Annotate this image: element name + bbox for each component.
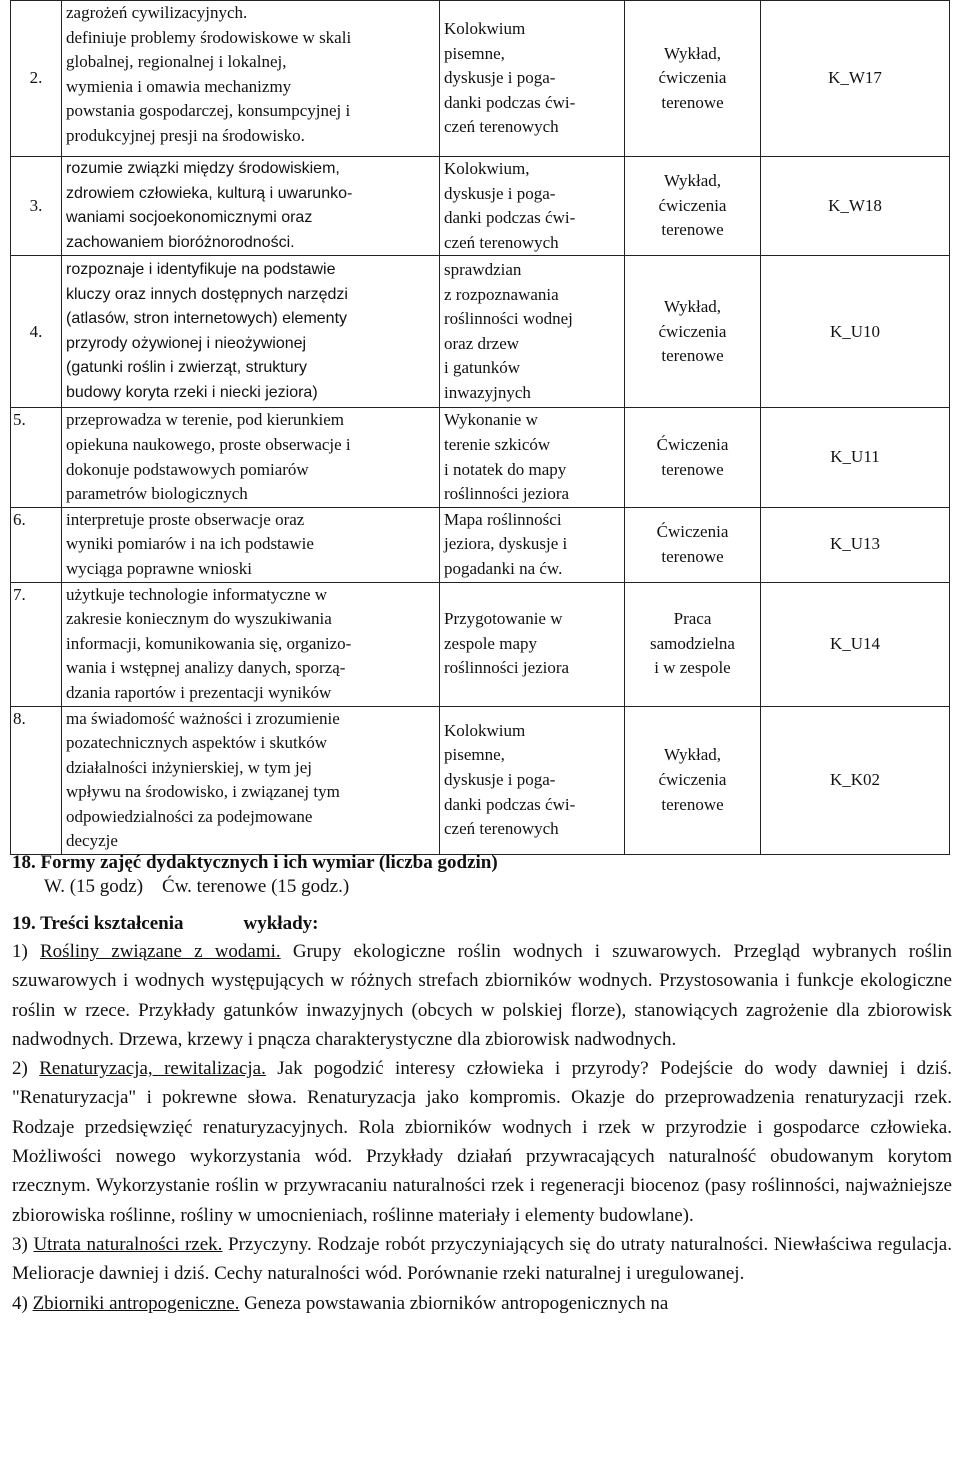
outcome-description-line: działalności inżynierskiej, w tym jej <box>66 757 312 777</box>
topic-text: Jak pogodzić interesy człowieka i przyrody? Podejście do wody dawniej i dziś. "Renaturyzacja" i pokrewne słowa. Renaturyzacja jako kompromis. Okazje do przeprowadzenia renaturyzacji rzek. Rodzaje przedsięwzięć renaturyzacyjnych. Rola zbiorników wodnych i rzek w przyrodzie i gospodarce człowieka. Możliwości nowego wykorzystania wód. Przykłady działań przywracających naturalność obudowanym korytom rzecznym. Wykorzystanie roślin w przywracaniu naturalności rzek i regeneracji biocenoz (pasy roślinności, najważniejsze zbiorowiska roślinne, rośliny w umocnieniach, roślinne materiały i elementy budowlane). <box>12 1058 953 1226</box>
outcome-description-line: zagrożeń cywilizacyjnych. <box>66 3 248 22</box>
class-form-line: i w zespole <box>654 658 731 678</box>
outcome-description-line: wymienia i omawia mechanizmy <box>66 76 292 96</box>
class-form-line: ćwiczenia <box>658 321 727 341</box>
class-form-line: terenowe <box>661 459 724 479</box>
topic-paragraph <box>12 1054 952 1230</box>
verification-method-line: roślinności jeziora <box>444 658 570 678</box>
verification-method-line: inwazyjnych <box>444 383 531 403</box>
verification-method-line: Mapa roślinności <box>444 509 562 529</box>
verification-method-line: roślinności wodnej <box>444 309 573 329</box>
verification-method-line: i notatek do mapy <box>444 459 567 479</box>
class-form-line: ćwiczenia <box>658 195 727 215</box>
verification-method <box>440 408 625 507</box>
topic-number: 2) <box>12 1058 40 1080</box>
class-form-line: ćwiczenia <box>658 68 727 88</box>
verification-method-line: oraz drzew <box>444 333 520 353</box>
verification-method <box>440 256 625 408</box>
topic-title: Utrata naturalności rzek. <box>33 1233 223 1255</box>
verification-method-line: danki podczas ćwi- <box>444 794 576 814</box>
outcome-description-line: rozpoznaje i identyfikuje na podstawie <box>66 261 336 279</box>
outcome-description-line: zakresie koniecznym do wyszukiwania <box>66 609 332 629</box>
outcome-code: K_W18 <box>761 157 950 256</box>
verification-method-line: Kolokwium <box>444 720 526 740</box>
topic-number: 3) <box>12 1233 34 1255</box>
verification-method-line: Przygotowanie w <box>444 609 563 629</box>
outcome-description <box>62 256 440 408</box>
outcome-description-line: zachowaniem bioróżnorodności. <box>66 233 295 251</box>
topic-paragraph <box>12 1289 952 1318</box>
outcome-description-line: produkcyjnej presji na środowisko. <box>66 125 305 145</box>
class-form-line: Ćwiczenia <box>656 434 729 454</box>
outcome-description-line: przyrody ożywionej i nieożywionej <box>66 334 307 352</box>
outcome-row <box>11 582 950 706</box>
outcome-description <box>62 408 440 507</box>
verification-method <box>440 507 625 582</box>
class-form-line: Wykład, <box>663 43 722 63</box>
outcome-description-line: odpowiedzialności za podejmowane <box>66 806 313 826</box>
verification-method-line: danki podczas ćwi- <box>444 208 576 228</box>
outcome-code: K_K02 <box>761 706 950 855</box>
verification-method-line: zespole mapy <box>444 633 537 653</box>
outcome-description-line: wania i wstępnej analizy danych, sporzą- <box>66 658 346 678</box>
verification-method-line: roślinności jeziora <box>444 484 570 504</box>
class-form-line: terenowe <box>661 346 724 366</box>
class-form-line: terenowe <box>661 220 724 240</box>
outcome-description-line: użytkuje technologie informatyczne w <box>66 584 328 604</box>
class-form-line: samodzielna <box>650 633 735 653</box>
class-form-line: Praca <box>673 609 712 629</box>
class-form <box>625 408 761 507</box>
topic-title: Renaturyzacja, rewitalizacja. <box>39 1058 266 1080</box>
outcome-description-line: dzania raportów i prezentacji wyników <box>66 682 332 702</box>
section-18 <box>12 852 952 900</box>
verification-method-line: jeziora, dyskusje i <box>444 534 568 554</box>
verification-method-line: dyskusje i poga- <box>444 68 556 88</box>
outcome-number: 8. <box>11 706 62 855</box>
topic-text: Grupy ekologiczne roślin wodnych i szuwarowych. Przegląd wybranych roślin szuwarowych i wodnych występujących w różnych strefach zbiorników wodnych. Przystosowania i funkcje ekologiczne roślin w rzece. Przykłady gatunków inwazyjnych (obcych w polskiej florze), stanowiących zagrożenie dla zbiorowisk nadwodnych. Drzewa, krzewy i pnącza charakterystyczne dla zbiorowisk nadwodnych. <box>12 941 953 1050</box>
outcome-row <box>11 507 950 582</box>
section-19-title: 19. Treści kształcenia <box>12 913 184 934</box>
topic-title: Rośliny związane z wodami. <box>40 941 281 962</box>
verification-method <box>440 706 625 855</box>
outcome-description-line: powstania gospodarczej, konsumpcyjnej i <box>66 101 351 121</box>
class-form <box>625 256 761 408</box>
outcome-description-line: definiuje problemy środowiskowe w skali <box>66 27 352 47</box>
section-19-heading <box>12 910 952 937</box>
outcome-number: 5. <box>11 408 62 507</box>
class-form-line: Wykład, <box>663 171 722 191</box>
learning-outcomes-table <box>10 0 950 855</box>
section-19 <box>12 910 952 1318</box>
outcome-code: K_U10 <box>761 256 950 408</box>
class-form-line: terenowe <box>661 794 724 814</box>
verification-method-line: terenie szkiców <box>444 434 551 454</box>
outcome-description-line: decyzje <box>66 831 118 851</box>
outcome-description <box>62 706 440 855</box>
topic-paragraph <box>12 937 952 1054</box>
outcome-description-line: waniami socjoekonomicznymi oraz <box>66 209 313 227</box>
verification-method-line: czeń terenowych <box>444 117 559 137</box>
verification-method-line: Wykonanie w <box>444 410 538 430</box>
verification-method <box>440 157 625 256</box>
outcome-number: 7. <box>11 582 62 706</box>
verification-method-line: pogadanki na ćw. <box>444 558 563 578</box>
outcome-code: K_U13 <box>761 507 950 582</box>
outcome-row <box>11 1 950 157</box>
topic-paragraph <box>12 1230 952 1289</box>
class-form-line: Wykład, <box>663 296 722 316</box>
outcome-number: 3. <box>11 157 62 256</box>
class-form <box>625 157 761 256</box>
class-form <box>625 706 761 855</box>
verification-method-line: danki podczas ćwi- <box>444 92 576 112</box>
outcome-description-line: (atlasów, stron internetowych) elementy <box>66 310 348 328</box>
class-form-line: ćwiczenia <box>658 769 727 789</box>
outcome-number: 4. <box>11 256 62 408</box>
topics-list <box>12 937 952 1318</box>
outcome-description-line: wyniki pomiarów i na ich podstawie <box>66 534 314 554</box>
outcome-description <box>62 157 440 256</box>
outcome-description-line: (gatunki roślin i zwierząt, struktury <box>66 359 307 377</box>
class-form-line: terenowe <box>661 92 724 112</box>
outcome-row <box>11 256 950 408</box>
verification-method-line: pisemne, <box>444 745 505 765</box>
verification-method-line: z rozpoznawania <box>444 284 559 304</box>
verification-method-line: Kolokwium, <box>444 159 530 178</box>
verification-method <box>440 1 625 157</box>
outcome-description-line: kluczy oraz innych dostępnych narzędzi <box>66 285 348 303</box>
outcome-description <box>62 582 440 706</box>
outcome-description-line: parametrów biologicznych <box>66 484 248 504</box>
outcome-description-line: opiekuna naukowego, proste obserwacje i <box>66 434 351 454</box>
outcome-row <box>11 706 950 855</box>
section-18-heading: 18. Formy zajęć dydaktycznych i ich wymiar (liczba godzin) <box>12 852 498 873</box>
class-form <box>625 507 761 582</box>
verification-method-line: czeń terenowych <box>444 232 559 252</box>
outcome-description-line: dokonuje podstawowych pomiarów <box>66 459 309 479</box>
outcome-description <box>62 507 440 582</box>
lectures-label: wykłady: <box>243 913 319 934</box>
class-form-line: terenowe <box>661 546 724 566</box>
outcome-description-line: globalnej, regionalnej i lokalnej, <box>66 52 287 72</box>
outcome-code: K_U11 <box>761 408 950 507</box>
verification-method-line: Kolokwium <box>444 19 526 39</box>
outcome-description-line: rozumie związki między środowiskiem, <box>66 160 340 177</box>
verification-method-line: czeń terenowych <box>444 819 559 839</box>
outcome-description <box>62 1 440 157</box>
outcome-code: K_U14 <box>761 582 950 706</box>
outcome-row <box>11 408 950 507</box>
verification-method-line: dyskusje i poga- <box>444 183 556 203</box>
verification-method <box>440 582 625 706</box>
verification-method-line: dyskusje i poga- <box>444 769 556 789</box>
verification-method-line: pisemne, <box>444 43 505 63</box>
topic-number: 4) <box>12 1292 33 1314</box>
outcome-description-line: wpływu na środowisko, i związanej tym <box>66 782 340 802</box>
outcome-description-line: informacji, komunikowania się, organizo- <box>66 633 352 653</box>
outcome-description-line: zdrowiem człowieka, kulturą i uwarunko- <box>66 184 353 202</box>
outcome-description-line: przeprowadza w terenie, pod kierunkiem <box>66 410 345 430</box>
topic-text: Geneza powstawania zbiorników antropogenicznych na <box>239 1292 669 1314</box>
topic-text: Przyczyny. Rodzaje robót przyczyniających się do utraty naturalności. Niewłaściwa regulacja. Melioracje dawniej i dziś. Cechy naturalności wód. Porównanie rzeki naturalnej i uregulowanej. <box>12 1233 952 1285</box>
section-18-hours: W. (15 godz) Ćw. terenowe (15 godz.) <box>44 876 350 897</box>
outcome-description-line: interpretuje proste obserwacje oraz <box>66 509 305 529</box>
outcome-description-line: pozatechnicznych aspektów i skutków <box>66 733 328 753</box>
topic-number: 1) <box>12 941 40 962</box>
outcome-number: 2. <box>11 1 62 157</box>
class-form-line: Wykład, <box>663 745 722 765</box>
outcome-row <box>11 157 950 256</box>
outcome-description-line: budowy koryta rzeki i niecki jeziora) <box>66 384 318 402</box>
class-form-line: Ćwiczenia <box>656 522 729 542</box>
outcome-description-line: wyciąga poprawne wnioski <box>66 558 253 578</box>
topic-title: Zbiorniki antropogeniczne. <box>32 1292 240 1314</box>
class-form <box>625 1 761 157</box>
outcome-description-line: ma świadomość ważności i zrozumienie <box>66 708 340 728</box>
outcome-number: 6. <box>11 507 62 582</box>
outcome-code: K_W17 <box>761 1 950 157</box>
verification-method-line: i gatunków <box>444 358 521 378</box>
class-form <box>625 582 761 706</box>
verification-method-line: sprawdzian <box>444 260 522 280</box>
